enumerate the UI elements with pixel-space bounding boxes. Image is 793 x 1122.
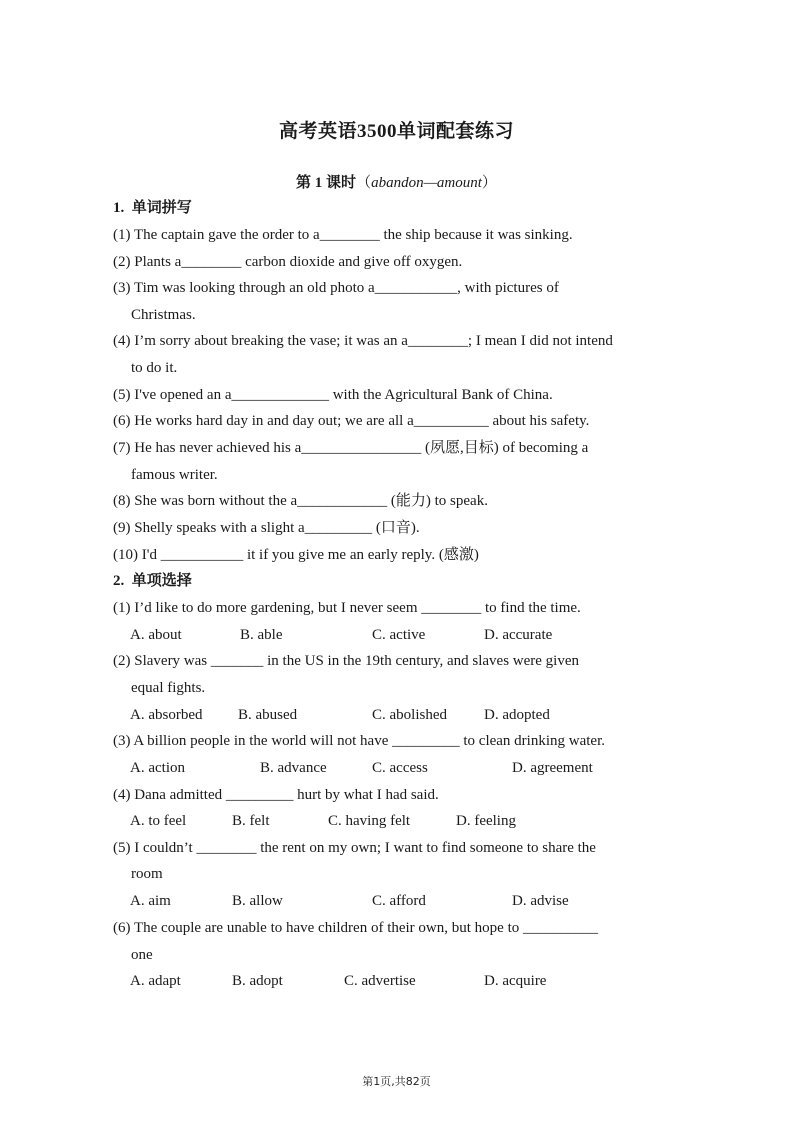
- section-heading-multiple-choice: 2. 单项选择: [113, 573, 192, 589]
- mc-4-option-a: A. to feel: [130, 813, 187, 829]
- spelling-item-6: (6) He works hard day in and day out; we are all a__________ about his safety.: [113, 413, 590, 429]
- spelling-item-7-cont: famous writer.: [131, 467, 218, 483]
- mc-question-2-cont: equal fights.: [131, 680, 206, 696]
- mc-1-option-b: B. able: [240, 627, 283, 643]
- spelling-item-3-cont: Christmas.: [131, 307, 196, 323]
- spelling-item-10: (10) I'd ___________ it if you give me an early reply. (感激): [113, 547, 479, 563]
- document-title: 高考英语3500单词配套练习: [278, 121, 514, 142]
- mc-question-3: (3) A billion people in the world will not have _________ to clean drinking water.: [113, 733, 605, 749]
- mc-1-option-c: C. active: [372, 627, 426, 643]
- mc-5-option-b: B. allow: [232, 893, 283, 909]
- spelling-item-4-cont: to do it.: [131, 360, 178, 376]
- mc-1-option-d: D. accurate: [484, 627, 553, 643]
- mc-6-option-a: A. adapt: [130, 973, 181, 989]
- mc-question-6: (6) The couple are unable to have children of their own, but hope to __________: [113, 920, 599, 936]
- lesson-word-range: abandon—amount: [371, 175, 482, 191]
- mc-2-option-a: A. absorbed: [130, 707, 203, 723]
- mc-3-option-d: D. agreement: [512, 760, 593, 776]
- mc-question-4: (4) Dana admitted _________ hurt by what I had said.: [113, 787, 439, 803]
- mc-5-option-c: C. afford: [372, 893, 426, 909]
- mc-4-option-d: D. feeling: [456, 813, 516, 829]
- mc-question-2: (2) Slavery was _______ in the US in the 19th century, and slaves were given: [113, 653, 580, 669]
- mc-3-option-b: B. advance: [260, 760, 327, 776]
- spelling-item-2: (2) Plants a________ carbon dioxide and give off oxygen.: [113, 254, 463, 270]
- mc-5-option-d: D. advise: [512, 893, 569, 909]
- mc-2-option-c: C. abolished: [372, 707, 447, 723]
- spelling-item-7: (7) He has never achieved his a________________ (夙愿,目标) of becoming a: [113, 440, 589, 456]
- mc-question-5: (5) I couldn’t ________ the rent on my own; I want to find someone to share the: [113, 840, 596, 856]
- lesson-label: 第 1 课时: [296, 175, 357, 191]
- mc-2-option-b: B. abused: [238, 707, 298, 723]
- mc-question-1: (1) I’d like to do more gardening, but I never seem ________ to find the time.: [113, 600, 581, 616]
- mc-2-option-d: D. adopted: [484, 707, 550, 723]
- spelling-item-1: (1) The captain gave the order to a________ the ship because it was sinking.: [113, 227, 573, 243]
- mc-4-option-c: C. having felt: [328, 813, 411, 829]
- mc-3-option-c: C. access: [372, 760, 428, 776]
- mc-question-5-cont: room: [131, 866, 163, 882]
- spelling-item-9: (9) Shelly speaks with a slight a_________ (口音).: [113, 520, 420, 536]
- spelling-item-5: (5) I've opened an a_____________ with the Agricultural Bank of China.: [113, 387, 553, 403]
- lesson-range-close: ）: [481, 175, 497, 191]
- section-heading-spelling: 1. 单词拼写: [113, 200, 192, 216]
- mc-5-option-a: A. aim: [130, 893, 171, 909]
- mc-question-6-cont: one: [131, 947, 153, 963]
- spelling-item-4: (4) I’m sorry about breaking the vase; it was an a________; I mean I did not intend: [113, 333, 613, 349]
- mc-6-option-d: D. acquire: [484, 973, 547, 989]
- mc-6-option-c: C. advertise: [344, 973, 416, 989]
- spelling-item-3: (3) Tim was looking through an old photo a___________, with pictures of: [113, 280, 559, 296]
- spelling-item-8: (8) She was born without the a____________ (能力) to speak.: [113, 493, 488, 509]
- mc-3-option-a: A. action: [130, 760, 185, 776]
- lesson-range-open: （: [356, 175, 372, 191]
- mc-1-option-a: A. about: [130, 627, 182, 643]
- mc-6-option-b: B. adopt: [232, 973, 283, 989]
- page-indicator: 第1页,共82页: [362, 1075, 431, 1088]
- mc-4-option-b: B. felt: [232, 813, 270, 829]
- lesson-subtitle: [0, 171, 793, 192]
